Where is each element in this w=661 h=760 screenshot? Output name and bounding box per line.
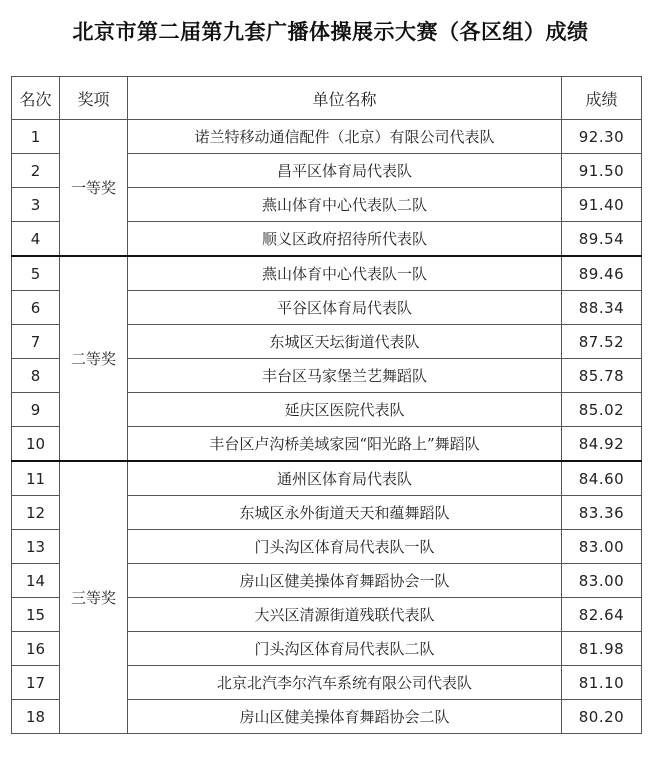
unit-name-cell: 门头沟区体育局代表队二队 xyxy=(128,632,562,666)
award-cell: 一等奖 xyxy=(60,120,128,257)
score-cell: 91.40 xyxy=(562,188,642,222)
rank-cell: 17 xyxy=(12,666,60,700)
score-cell: 89.46 xyxy=(562,256,642,291)
award-cell: 二等奖 xyxy=(60,256,128,461)
header-score: 成绩 xyxy=(562,77,642,120)
unit-name-cell: 丰台区马家堡兰艺舞蹈队 xyxy=(128,359,562,393)
score-cell: 91.50 xyxy=(562,154,642,188)
rank-cell: 16 xyxy=(12,632,60,666)
unit-name-cell: 平谷区体育局代表队 xyxy=(128,291,562,325)
rank-cell: 10 xyxy=(12,427,60,462)
score-cell: 81.98 xyxy=(562,632,642,666)
unit-name-cell: 北京北汽李尔汽车系统有限公司代表队 xyxy=(128,666,562,700)
unit-name-cell: 东城区天坛街道代表队 xyxy=(128,325,562,359)
unit-name-cell: 昌平区体育局代表队 xyxy=(128,154,562,188)
unit-name-cell: 顺义区政府招待所代表队 xyxy=(128,222,562,257)
score-cell: 81.10 xyxy=(562,666,642,700)
score-cell: 85.02 xyxy=(562,393,642,427)
score-cell: 87.52 xyxy=(562,325,642,359)
rank-cell: 18 xyxy=(12,700,60,734)
unit-name-cell: 门头沟区体育局代表队一队 xyxy=(128,530,562,564)
rank-cell: 6 xyxy=(12,291,60,325)
table-row xyxy=(12,256,642,291)
header-award: 奖项 xyxy=(60,77,128,120)
rank-cell: 1 xyxy=(12,120,60,154)
unit-name-cell: 东城区永外街道天天和蕴舞蹈队 xyxy=(128,496,562,530)
unit-name-cell: 丰台区卢沟桥美域家园“阳光路上”舞蹈队 xyxy=(128,427,562,462)
unit-name-cell: 诺兰特移动通信配件（北京）有限公司代表队 xyxy=(128,120,562,154)
unit-name-cell: 燕山体育中心代表队二队 xyxy=(128,188,562,222)
score-cell: 88.34 xyxy=(562,291,642,325)
award-cell: 三等奖 xyxy=(60,461,128,734)
table-row xyxy=(12,461,642,496)
score-cell: 84.60 xyxy=(562,461,642,496)
rank-cell: 7 xyxy=(12,325,60,359)
results-table xyxy=(11,76,642,734)
rank-cell: 13 xyxy=(12,530,60,564)
rank-cell: 5 xyxy=(12,256,60,291)
header-rank: 名次 xyxy=(12,77,60,120)
unit-name-cell: 大兴区清源街道残联代表队 xyxy=(128,598,562,632)
table-row xyxy=(12,120,642,154)
page-title: 北京市第二届第九套广播体操展示大赛（各区组）成绩 xyxy=(72,19,589,44)
rank-cell: 15 xyxy=(12,598,60,632)
header-row xyxy=(12,77,642,120)
score-cell: 89.54 xyxy=(562,222,642,257)
rank-cell: 2 xyxy=(12,154,60,188)
unit-name-cell: 延庆区医院代表队 xyxy=(128,393,562,427)
score-cell: 82.64 xyxy=(562,598,642,632)
rank-cell: 9 xyxy=(12,393,60,427)
score-cell: 92.30 xyxy=(562,120,642,154)
score-cell: 83.00 xyxy=(562,564,642,598)
results-body xyxy=(12,120,642,734)
rank-cell: 8 xyxy=(12,359,60,393)
rank-cell: 4 xyxy=(12,222,60,257)
score-cell: 80.20 xyxy=(562,700,642,734)
unit-name-cell: 房山区健美操体育舞蹈协会二队 xyxy=(128,700,562,734)
header-unit: 单位名称 xyxy=(128,77,562,120)
rank-cell: 14 xyxy=(12,564,60,598)
rank-cell: 12 xyxy=(12,496,60,530)
score-cell: 83.00 xyxy=(562,530,642,564)
unit-name-cell: 燕山体育中心代表队一队 xyxy=(128,256,562,291)
rank-cell: 11 xyxy=(12,461,60,496)
rank-cell: 3 xyxy=(12,188,60,222)
unit-name-cell: 通州区体育局代表队 xyxy=(128,461,562,496)
score-cell: 85.78 xyxy=(562,359,642,393)
score-cell: 84.92 xyxy=(562,427,642,462)
unit-name-cell: 房山区健美操体育舞蹈协会一队 xyxy=(128,564,562,598)
score-cell: 83.36 xyxy=(562,496,642,530)
